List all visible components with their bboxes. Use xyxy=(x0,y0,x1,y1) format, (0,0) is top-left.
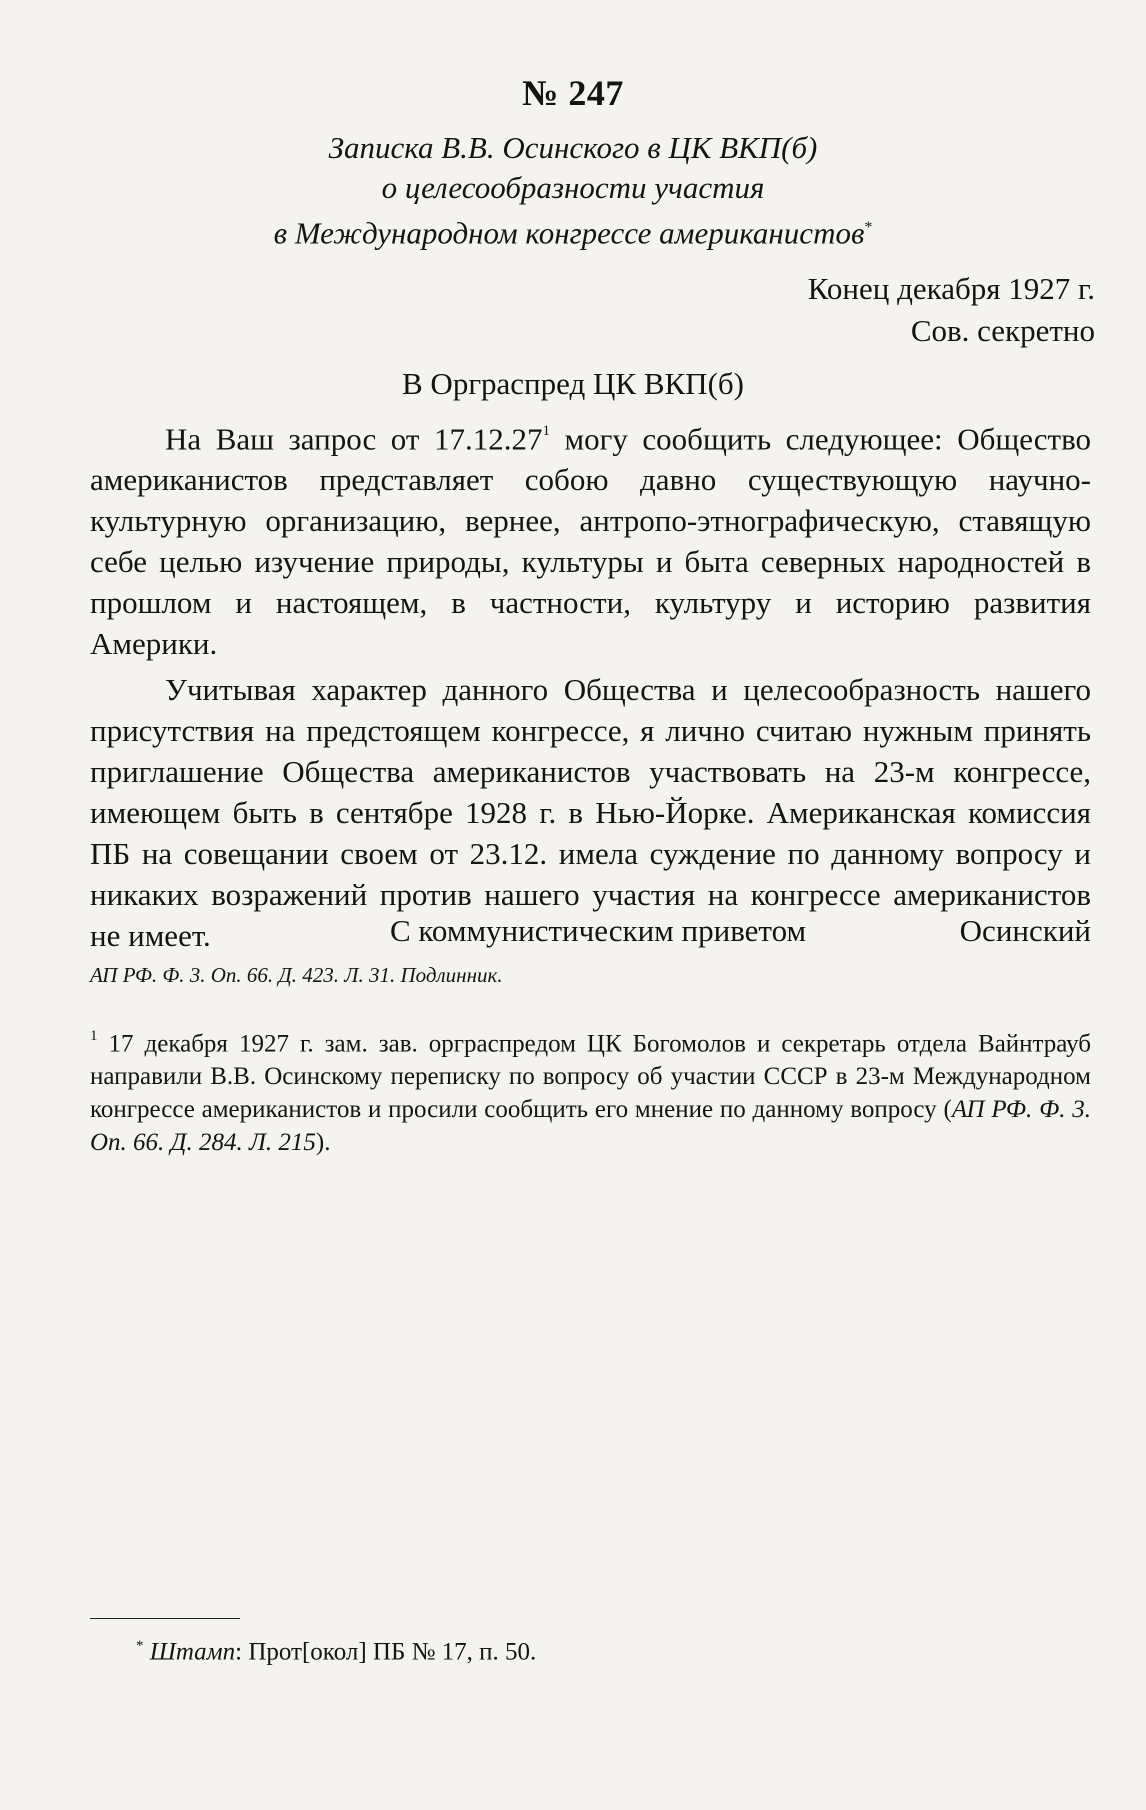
archive-reference: АП РФ. Ф. 3. Оп. 66. Д. 423. Л. 31. Подлинник. xyxy=(90,963,503,987)
title-footnote-mark: * xyxy=(864,219,873,236)
closing-greeting: С коммунистическим приветом xyxy=(390,913,807,948)
stamp-footnote xyxy=(136,1638,536,1666)
footnote-closing: ). xyxy=(315,1129,331,1157)
body-paragraph-2: Учитывая характер данного Общества и целесообразность нашего присутствия на предстоящем конгрессе, я лично считаю нужным принять приглашение Общества американистов участвовать на 23-м конгрессе, имеющем быть в сентябре 1928 г. в Нью-Йорке. Американская комиссия ПБ на совещании своем от 23.12. имела суждение по данному вопросу и никаких возражений против нашего участия на конгрессе американистов не имеет. xyxy=(90,672,1091,954)
title-line-2: о целесообразности участия xyxy=(381,170,765,205)
footnote-text: 17 декабря 1927 г. зам. зав. орграспредом ЦК Богомолов и секретарь отдела Вайнтрауб направили В.В. Осинскому переписку по вопросу об участии СССР в 23-м Международном конгрессе американистов и просили сообщить его мнение по данному вопросу ( xyxy=(90,1030,1091,1124)
document-date: Конец декабря 1927 г. xyxy=(807,271,1095,306)
paragraph-1-start: На Ваш запрос от 17.12.27 xyxy=(165,421,543,457)
document-title xyxy=(150,128,996,253)
closing-row xyxy=(90,913,1091,955)
stamp-label: Штамп xyxy=(149,1638,236,1666)
document-number: № 247 xyxy=(522,73,624,113)
paragraph-1-rest: могу сообщить следующее: Общество американистов представляет собою давно существующую научно-культурную организацию, вернее, антропо-этнографическую, ставящую себе целью изучение природы, культуры и быта северных народностей в прошлом и настоящем, в частности, культуру и историю развития Америки. xyxy=(90,421,1091,662)
title-line-1: Записка В.В. Осинского в ЦК ВКП(б) xyxy=(328,130,818,165)
stamp-footnote-mark: * xyxy=(136,1638,144,1654)
stamp-text: : Прот[окол] ПБ № 17, п. 50. xyxy=(235,1638,537,1666)
document-body xyxy=(90,414,1091,956)
footnote-divider xyxy=(90,1618,240,1619)
title-line-3 xyxy=(150,208,996,253)
footnote-number: 1 xyxy=(90,1028,98,1044)
secrecy-classification: Сов. секретно xyxy=(910,313,1095,348)
body-paragraph-1 xyxy=(90,414,1091,664)
addressee: В Орграспред ЦК ВКП(б) xyxy=(402,366,744,401)
footnote-reference-1: 1 xyxy=(542,423,550,439)
signature: Осинский xyxy=(959,913,1091,948)
footnote-archive-reference: АП РФ. Ф. 3. Оп. 66. Д. 284. Л. 215 xyxy=(90,1096,1092,1157)
footnote-1 xyxy=(90,1022,1091,1159)
title-line-3-text: в Международном конгрессе американистов xyxy=(273,215,865,251)
